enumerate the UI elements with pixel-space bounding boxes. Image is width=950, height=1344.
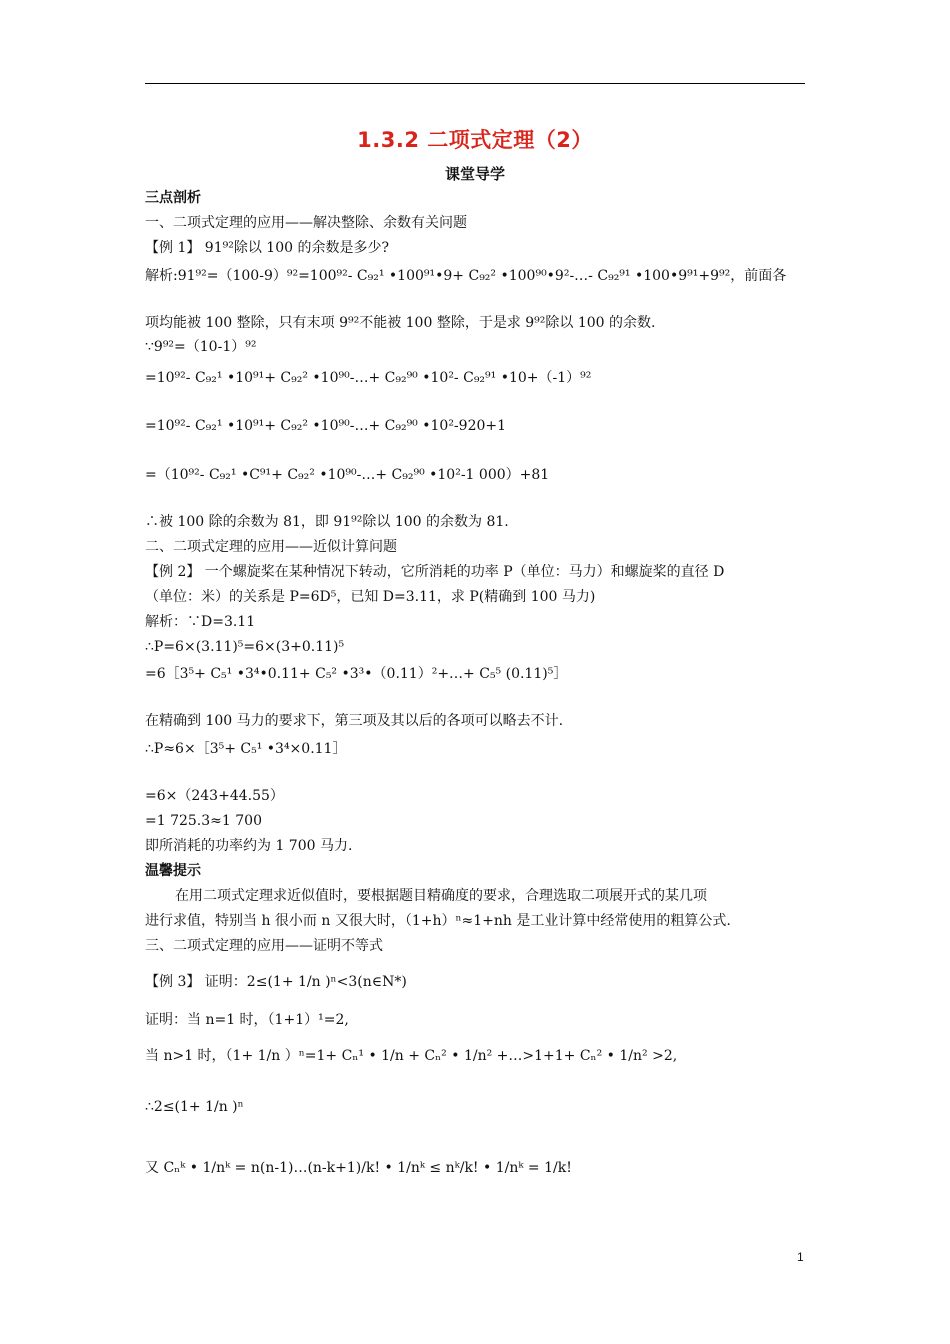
text-line: ∴被 100 除的余数为 81，即 91⁹²除以 100 的余数为 81. <box>145 514 509 530</box>
text-line: 解析：∵D=3.11 <box>145 614 256 630</box>
math-line: 【例 3】 证明：2≤(1+ 1/n )ⁿ<3(n∈N*) <box>145 974 407 990</box>
text-line: 二、二项式定理的应用——近似计算问题 <box>145 539 397 555</box>
math-line: ∴2≤(1+ 1/n )ⁿ <box>145 1099 244 1115</box>
math-line: 当 n>1 时，（1+ 1/n ）ⁿ=1+ Cₙ¹ • 1/n + Cₙ² • 1/n² +…>1+1+ Cₙ² • 1/n² >2, <box>145 1048 678 1064</box>
header-rule <box>145 83 805 84</box>
text-line: ∵9⁹²=（10-1）⁹² <box>145 339 257 355</box>
text-line: 三、二项式定理的应用——证明不等式 <box>145 938 383 954</box>
text-line: 在用二项式定理求近似值时，要根据题目精确度的要求，合理选取二项展开式的某几项 <box>175 888 707 904</box>
math-line: =6［3⁵+ C₅¹ •3⁴•0.11+ C₅² •3³•（0.11）²+…+ C₅⁵ (0.11)⁵］ <box>145 666 568 682</box>
math-line: ∴P≈6×［3⁵+ C₅¹ •3⁴×0.11］ <box>145 741 347 757</box>
page-title: 1.3.2 二项式定理（2） <box>357 128 593 152</box>
text-line: 证明：当 n=1 时，（1+1）¹=2, <box>145 1012 349 1028</box>
math-line: =1 725.3≈1 700 <box>145 813 262 829</box>
text-line: （单位：米）的关系是 P=6D⁵，已知 D=3.11，求 P(精确到 100 马力) <box>145 589 596 605</box>
text-line: 在精确到 100 马力的要求下，第三项及其以后的各项可以略去不计. <box>145 713 564 729</box>
page-number: 1 <box>797 1250 804 1264</box>
math-line: =10⁹²- C₉₂¹ •10⁹¹+ C₉₂² •10⁹⁰-…+ C₉₂⁹⁰ •10²- C₉₂⁹¹ •10+（-1）⁹² <box>145 370 592 386</box>
page-subtitle: 课堂导学 <box>444 165 505 183</box>
text-line: 即所消耗的功率约为 1 700 马力. <box>145 838 353 854</box>
section-heading: 三点剖析 <box>145 190 201 206</box>
text-line: 解析:91⁹²=（100-9）⁹²=100⁹²- C₉₂¹ •100⁹¹•9+ C₉₂² •100⁹⁰•9²-…- C₉₂⁹¹ •100•9⁹¹+9⁹²，前面各 <box>145 268 787 284</box>
text-line: 【例 2】 一个螺旋桨在某种情况下转动，它所消耗的功率 P（单位：马力）和螺旋桨的直径 D <box>145 564 725 580</box>
tip-heading: 温馨提示 <box>145 863 201 879</box>
math-line: =10⁹²- C₉₂¹ •10⁹¹+ C₉₂² •10⁹⁰-…+ C₉₂⁹⁰ •10²-920+1 <box>145 418 507 434</box>
text-line: 【例 1】 91⁹²除以 100 的余数是多少? <box>145 240 389 256</box>
text-line: 项均能被 100 整除，只有末项 9⁹²不能被 100 整除，于是求 9⁹²除以 100 的余数. <box>145 315 656 331</box>
math-line: =6×（243+44.55） <box>145 788 284 804</box>
text-line: 进行求值，特别当 h 很小而 n 又很大时，（1+h）ⁿ≈1+nh 是工业计算中经常使用的粗算公式. <box>145 913 731 929</box>
math-line: =（10⁹²- C₉₂¹ •C⁹¹+ C₉₂² •10⁹⁰-…+ C₉₂⁹⁰ •10²-1 000）+81 <box>145 467 550 483</box>
text-line: 一、二项式定理的应用——解决整除、余数有关问题 <box>145 215 467 231</box>
math-line: ∴P=6×(3.11)⁵=6×(3+0.11)⁵ <box>145 639 345 655</box>
math-line: 又 Cₙᵏ • 1/nᵏ = n(n-1)…(n-k+1)/k! • 1/nᵏ ≤ nᵏ/k! • 1/nᵏ = 1/k! <box>145 1160 572 1176</box>
